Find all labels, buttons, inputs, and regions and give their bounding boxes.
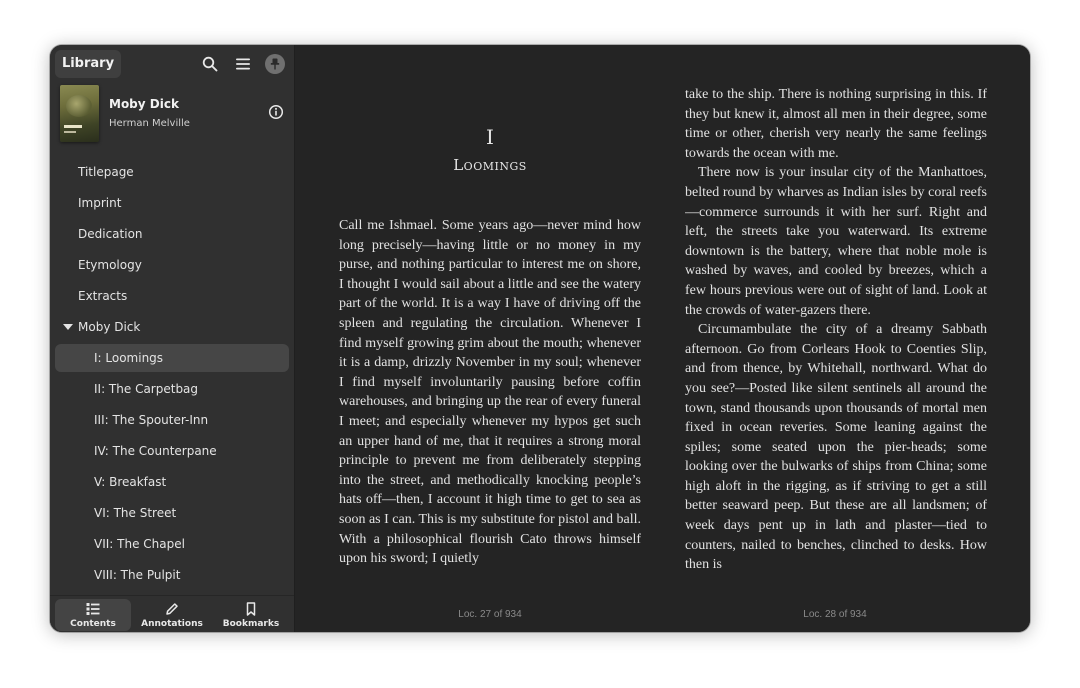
toc-item-dedication[interactable]: Dedication xyxy=(78,227,143,241)
table-of-contents xyxy=(50,158,294,592)
expander-down-icon[interactable] xyxy=(63,324,73,330)
toc-item-imprint[interactable]: Imprint xyxy=(78,196,122,210)
toc-item-titlepage[interactable]: Titlepage xyxy=(78,165,134,179)
book-author: Herman Melville xyxy=(109,118,190,129)
right-page-location: Loc. 28 of 934 xyxy=(803,609,867,620)
toc-item-chapel[interactable]: VII: The Chapel xyxy=(94,537,185,551)
app-window xyxy=(50,45,1030,632)
pin-button[interactable] xyxy=(265,54,285,74)
toc-item-carpetbag[interactable]: II: The Carpetbag xyxy=(94,382,199,396)
menu-button[interactable] xyxy=(232,53,254,75)
paragraph: Call me Ishmael. Some years ago—never mind how long precisely—having little or no money in my purse, and nothing particular to interest me on shore, I thought I would sail about a little and see the watery part of the world. It is a way I have of driving off the spleen and regulating the circulation. Whenever I find myself growing grim about the mouth; whenever it is a damp, drizzly November in my soul; whenever I find myself involuntarily pausing before coffin warehouses, and bringing up the rear of every funeral I meet; and especially whenever my hypos get such an upper hand of me, that it requires a strong moral principle to prevent me from deliberately stepping into the street, and methodically knocking people’s hats off—then, I account it high time to get to sea as soon as I can. This is my substitute for pistol and ball. With a philosophical flourish Cato throws himself upon his sword; I quietly xyxy=(339,218,641,567)
paragraph: take to the ship. There is nothing surprising in this. If they but knew it, almost all men in their degree, some time or other, cherish very nearly the same feelings towards the ocean with me. xyxy=(685,87,987,161)
toc-item-breakfast[interactable]: V: Breakfast xyxy=(94,475,167,489)
paragraph: There now is your insular city of the Manhattoes, belted round by wharves as Indian isles by coral reefs—commerce surrounds it with her surf. Right and left, the streets take you waterward. Its extreme downtown is the battery, where that noble mole is washed by waves, and cooled by breezes, which a few hours previous were out of sight of land. Look at the crowds of water-gazers there. xyxy=(685,165,987,318)
tab-contents[interactable] xyxy=(55,599,131,631)
book-info xyxy=(50,83,294,147)
left-page-text xyxy=(339,216,641,596)
toc-item-etymology[interactable]: Etymology xyxy=(78,258,142,272)
tab-annotations[interactable] xyxy=(134,599,210,631)
pin-icon xyxy=(270,58,280,70)
chapter-title: Loomings xyxy=(453,156,527,174)
left-page-location: Loc. 27 of 934 xyxy=(458,609,522,620)
toc-item-label: Moby Dick xyxy=(78,320,141,334)
sidebar xyxy=(50,45,295,632)
reader-view[interactable] xyxy=(295,45,1030,632)
library-button[interactable]: Library xyxy=(55,50,121,78)
book-title: Moby Dick xyxy=(109,97,179,111)
search-icon xyxy=(202,56,218,72)
pencil-icon xyxy=(165,602,179,616)
sidebar-header xyxy=(50,45,294,83)
book-cover xyxy=(60,85,99,142)
info-icon xyxy=(268,104,284,120)
search-button[interactable] xyxy=(199,53,221,75)
toc-item-pulpit[interactable]: VIII: The Pulpit xyxy=(94,568,181,582)
sidebar-tab-bar xyxy=(50,595,294,632)
contents-icon xyxy=(86,602,100,616)
toc-item-extracts[interactable]: Extracts xyxy=(78,289,128,303)
tab-label: Bookmarks xyxy=(222,619,280,629)
chapter-number: I xyxy=(486,125,494,149)
toc-item-counterpane[interactable]: IV: The Counterpane xyxy=(94,444,217,458)
book-info-button[interactable] xyxy=(268,104,284,120)
tab-label: Annotations xyxy=(141,619,203,629)
tab-bookmarks[interactable] xyxy=(213,599,289,631)
tab-label: Contents xyxy=(70,619,116,629)
bookmark-icon xyxy=(244,602,258,616)
paragraph: Circumambulate the city of a dreamy Sabbath afternoon. Go from Corlears Hook to Coenties Slip, and from thence, by Whitehall, northward. What do you see?—Posted like silent sentinels all around the town, stand thousands upon thousands of mortal men fixed in ocean reveries. Some leaning against the spiles; some seated upon the pier-heads; some looking over the bulwarks of ships from China; some high aloft in the rigging, as if striving to get a still better seaward peep. But these are all landsmen; of week days pent up in lath and plaster—tied to counters, nailed to benches, clinched to desks. How then is xyxy=(685,322,987,573)
toc-item-street[interactable]: VI: The Street xyxy=(94,506,177,520)
toc-item-spouter-inn[interactable]: III: The Spouter-Inn xyxy=(94,413,209,427)
right-page-text xyxy=(685,85,987,596)
menu-icon xyxy=(236,58,250,70)
toc-item-moby-dick[interactable] xyxy=(50,313,294,341)
toc-item-loomings[interactable]: I: Loomings xyxy=(55,344,289,372)
